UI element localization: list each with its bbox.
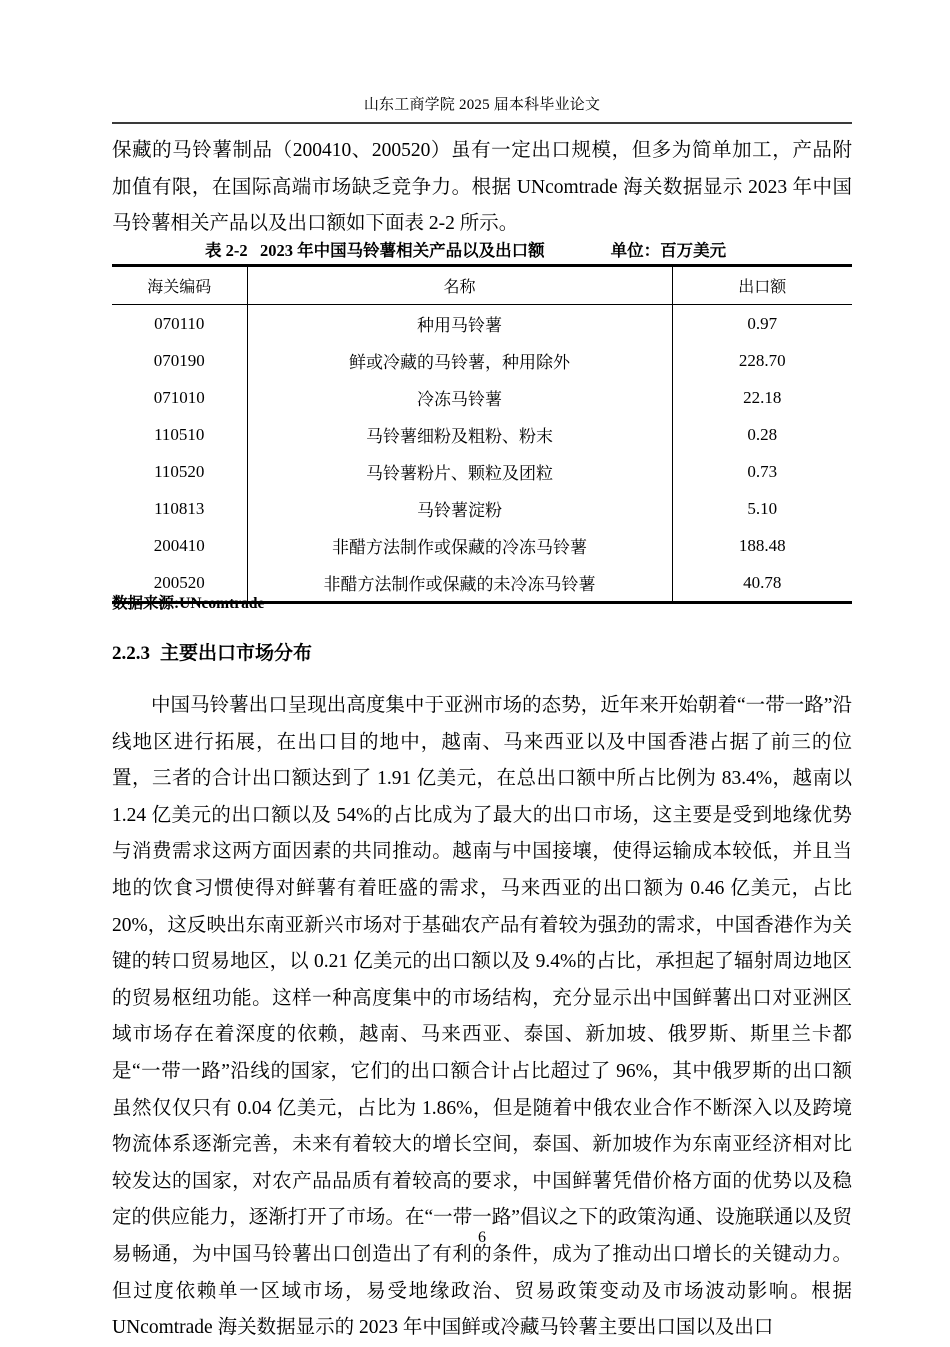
column-header-name: 名称 [247,266,672,305]
section-heading [112,640,312,668]
column-header-value: 出口额 [672,266,852,305]
cell-value: 188.48 [738,535,786,555]
table-row [112,490,852,527]
table-row [112,527,852,564]
cell-code: 071010 [112,379,247,416]
table-row [112,342,852,379]
cell-value: 0.73 [747,461,778,481]
cell-code: 110510 [112,416,247,453]
cell-value: 0.28 [747,424,778,444]
table-head [112,266,852,305]
table-body [112,305,852,603]
cell-value: 22.18 [743,387,782,407]
cell-name: 非醋方法制作或保藏的未冷冻马铃薯 [247,564,672,603]
table-source-note: 数据来源:UNcomtrade [112,595,265,612]
running-header: 山东工商学院 2025 届本科毕业论文 [363,97,601,113]
cell-name: 马铃薯粉片、颗粒及团粒 [247,453,672,490]
table-caption-label: 表 2-2 [205,241,248,260]
cell-name: 鲜或冷藏的马铃薯，种用除外 [247,342,672,379]
column-header-code: 海关编码 [112,266,247,305]
cell-name: 马铃薯淀粉 [247,490,672,527]
cell-name: 马铃薯细粉及粗粉、粉末 [247,416,672,453]
table-header-row [112,266,852,305]
header-divider [112,122,852,124]
cell-code: 110520 [112,453,247,490]
table-row [112,416,852,453]
cell-code: 200410 [112,527,247,564]
section-number: 2.2.3 [112,643,150,664]
cell-name: 冷冻马铃薯 [247,379,672,416]
page-number: 6 [478,1229,486,1246]
cell-name: 非醋方法制作或保藏的冷冻马铃薯 [247,527,672,564]
cell-value: 0.97 [747,313,778,333]
export-value-table [112,264,852,604]
cell-name: 种用马铃薯 [247,305,672,343]
cell-code: 070110 [112,305,247,343]
table-caption-unit: 单位：百万美元 [610,241,727,260]
cell-value: 228.70 [738,350,786,370]
table-caption [112,240,852,262]
cell-value: 5.10 [747,498,778,518]
table-row [112,379,852,416]
main-paragraph: 中国马铃薯出口呈现出高度集中于亚洲市场的态势，近年来开始朝着“一带一路”沿线地区进行拓展，在出口目的地中，越南、马来西亚以及中国香港占据了前三的位置，三者的合计出口额达到了 1.91 亿美元，在总出口额中所占比例为 83.4%，越南以 1.24 亿美元的出口额以及 54%的占比成为了最大的出口市场，这主要是受到地缘优势与消费需求这两方面因素的共同推动。越南与中国接壤，使得运输成本较低，并且当地的饮食习惯使得对鲜薯有着旺盛的需求，马来西亚的出口额为 0.46 亿美元，占比 20%，这反映出东南亚新兴市场对于基础农产品有着较为强劲的需求，中国香港作为关键的转口贸易地区，以 0.21 亿美元的出口额以及 9.4%的占比，承担起了辐射周边地区的贸易枢纽功能。这样一种高度集中的市场结构，充分显示出中国鲜薯出口对亚洲区域市场存在着深度的依赖，越南、马来西亚、泰国、新加坡、俄罗斯、斯里兰卡都是“一带一路”沿线的国家，它们的出口额合计占比超过了 96%，其中俄罗斯的出口额虽然仅仅只有 0.04 亿美元，占比为 1.86%，但是随着中俄农业合作不断深入以及跨境物流体系逐渐完善，未来有着较大的增长空间，泰国、新加坡作为东南亚经济相对比较发达的国家，对农产品品质有着较高的要求，中国鲜薯凭借价格方面的优势以及稳定的供应能力，逐渐打开了市场。在“一带一路”倡议之下的政策沟通、设施联通以及贸易畅通，为中国马铃薯出口创造出了有利的条件，成为了推动出口增长的关键动力。但过度依赖单一区域市场，易受地缘政治、贸易政策变动及市场波动影响。根据 UNcomtrade 海关数据显示的 2023 年中国鲜或冷藏马铃薯主要出口国以及出口 [112,695,852,1339]
table-row [112,453,852,490]
cell-code: 110813 [112,490,247,527]
table-caption-main [205,240,545,262]
table-caption-title: 2023 年中国马铃薯相关产品以及出口额 [260,241,545,260]
table-row [112,305,852,343]
section-title: 主要出口市场分布 [160,643,313,664]
cell-code: 200520 [112,564,247,603]
cell-code: 070190 [112,342,247,379]
intro-paragraph: 保藏的马铃薯制品（200410、200520）虽有一定出口规模，但多为简单加工，产品附加值有限，在国际高端市场缺乏竞争力。根据 UNcomtrade 海关数据显示 2023 年中国马铃薯相关产品以及出口额如下面表 2-2 所示。 [112,140,852,235]
cell-value: 40.78 [672,564,852,603]
